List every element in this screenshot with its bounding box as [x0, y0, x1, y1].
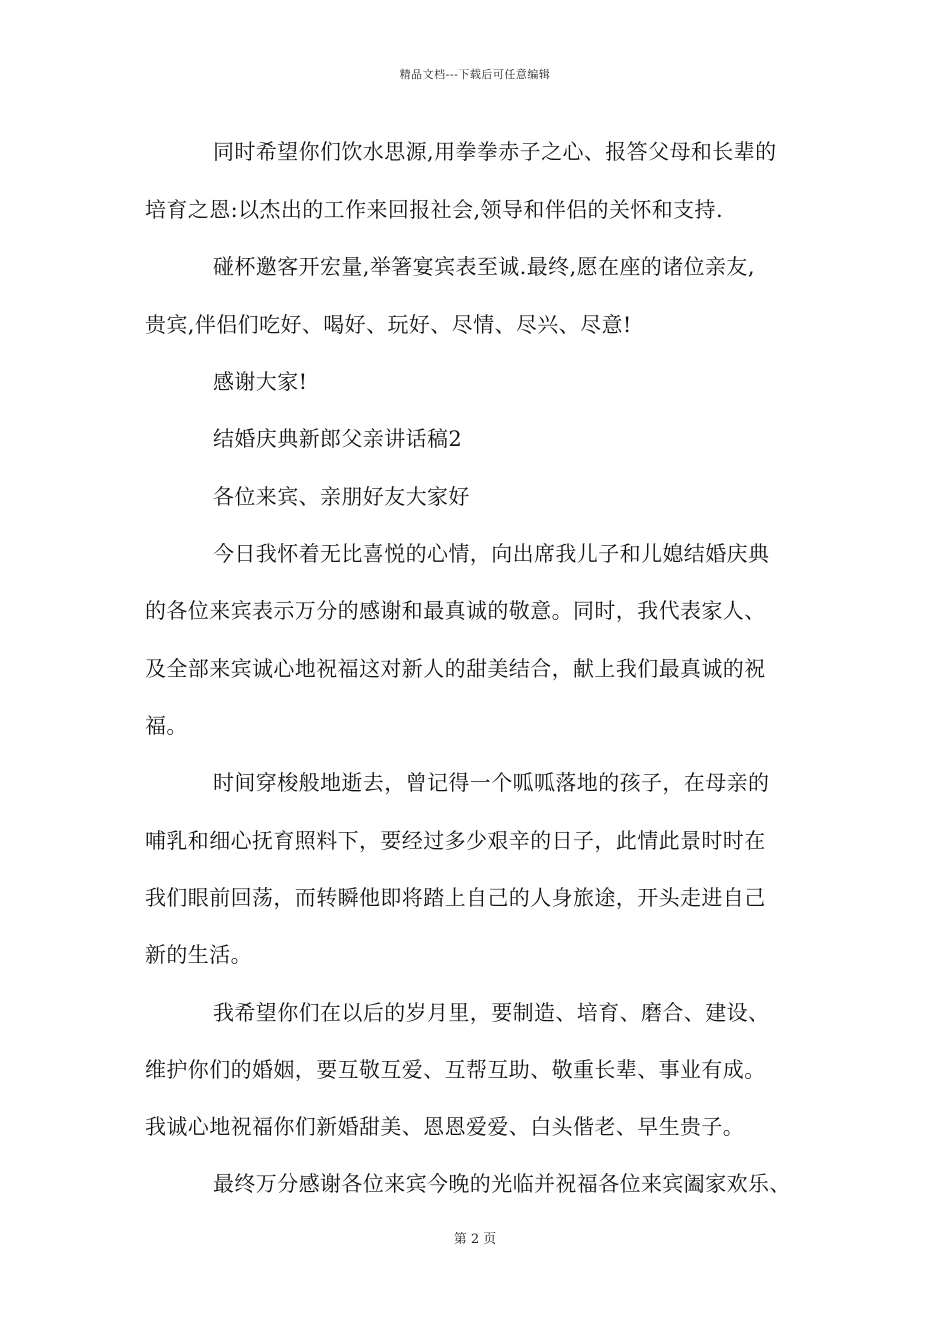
paragraph-line: 最终万分感谢各位来宾今晚的光临并祝福各位来宾阖家欢乐、: [213, 1172, 791, 1196]
section-title: 结婚庆典新郎父亲讲话稿2: [213, 427, 463, 451]
paragraph-line: 培育之恩:以杰出的工作来回报社会,领导和伴侣的关怀和支持.: [145, 198, 724, 222]
paragraph-line: 碰杯邀客开宏量,举箸宴宾表至诚.最终,愿在座的诸位亲友,: [213, 255, 755, 279]
paragraph-line: 维护你们的婚姻，要互敬互爱、互帮互助、敬重长辈、事业有成。: [145, 1058, 766, 1082]
paragraph-line: 我希望你们在以后的岁月里，要制造、培育、磨合、建设、: [213, 1001, 770, 1025]
paragraph-line: 新的生活。: [145, 943, 252, 967]
paragraph-line: 的各位来宾表示万分的感谢和最真诚的敬意。同时，我代表家人、: [145, 599, 766, 623]
paragraph-line: 哺乳和细心抚育照料下，要经过多少艰辛的日子，此情此景时时在: [145, 829, 766, 853]
paragraph-line: 感谢大家!: [213, 370, 308, 394]
paragraph-line: 时间穿梭般地逝去，曾记得一个呱呱落地的孩子，在母亲的: [213, 771, 770, 795]
paragraph-line: 同时希望你们饮水思源,用拳拳赤子之心、报答父母和长辈的: [213, 140, 777, 164]
paragraph-line: 我们眼前回荡，而转瞬他即将踏上自己的人身旅途，开头走进自己: [145, 886, 766, 910]
paragraph-line: 今日我怀着无比喜悦的心情，向出席我儿子和儿媳结婚庆典: [213, 542, 770, 566]
page-number: 第 2 页: [453, 1232, 497, 1247]
paragraph-line: 福。: [145, 714, 188, 738]
paragraph-line: 贵宾,伴侣们吃好、喝好、玩好、尽情、尽兴、尽意!: [145, 313, 632, 337]
greeting-line: 各位来宾、亲朋好友大家好: [213, 485, 470, 509]
paragraph-line: 及全部来宾诚心地祝福这对新人的甜美结合，献上我们最真诚的祝: [145, 657, 766, 681]
paragraph-line: 我诚心地祝福你们新婚甜美、恩恩爱爱、白头偕老、早生贵子。: [145, 1115, 745, 1139]
page-header: 精品文档---下载后可任意编辑: [399, 68, 551, 81]
